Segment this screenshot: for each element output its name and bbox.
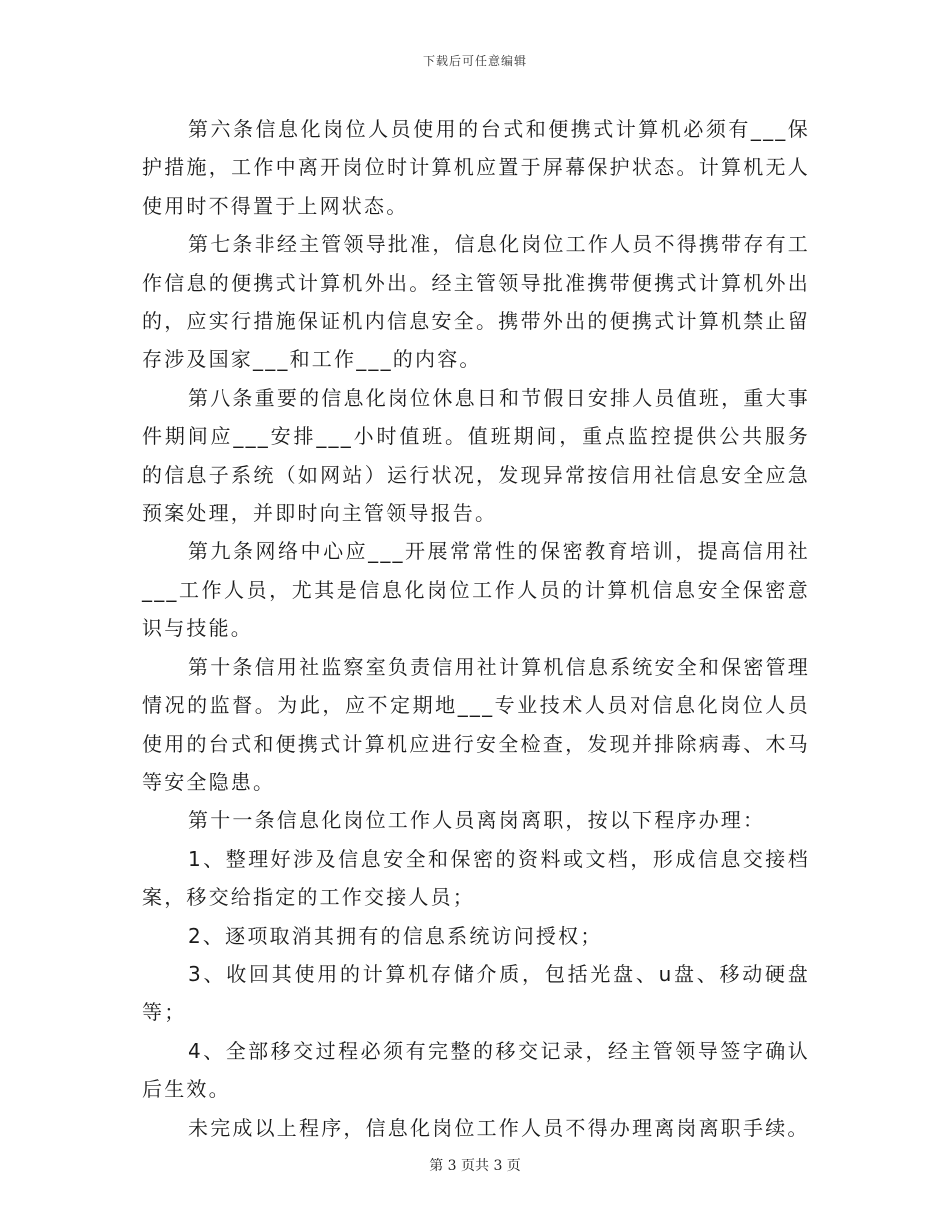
article-7-paragraph: 第七条非经主管领导批准，信息化岗位工作人员不得携带存有工作信息的便携式计算机外出。经主管领导批准携带便携式计算机外出的，应实行措施保证机内信息安全。携带外出的便携式计算机禁止留存涉及国家___和工作___的内容。 [142,232,810,372]
procedure-item-1: 1、整理好涉及信息安全和保密的资料或文档，形成信息交接档案，移交给指定的工作交接人员； [142,846,810,910]
document-body [142,110,810,1147]
procedure-item-2: 2、逐项取消其拥有的信息系统访问授权； [188,923,603,948]
article-10-paragraph: 第十条信用社监察室负责信用社计算机信息系统安全和保密管理情况的监督。为此，应不定期地___专业技术人员对信息化岗位人员使用的台式和便携式计算机应进行安全检查，发现并排除病毒、木马等安全隐患。 [142,654,810,794]
article-8-paragraph: 第八条重要的信息化岗位休息日和节假日安排人员值班，重大事件期间应___安排___小时值班。值班期间，重点监控提供公共服务的信息子系统（如网站）运行状况，发现异常按信用社信息安全应急预案处理，并即时向主管领导报告。 [142,385,810,526]
procedure-item-4: 4、全部移交过程必须有完整的移交记录，经主管领导签字确认后生效。 [142,1038,810,1102]
page-number: 第 3 页共 3 页 [429,1158,521,1174]
article-6-paragraph: 第六条信息化岗位人员使用的台式和便携式计算机必须有___保护措施，工作中离开岗位时计算机应置于屏幕保护状态。计算机无人使用时不得置于上网状态。 [142,117,810,218]
procedure-item-3: 3、收回其使用的计算机存储介质，包括光盘、u盘、移动硬盘等； [142,961,810,1025]
page-header-note: 下载后可任意编辑 [422,54,527,68]
article-11-paragraph: 第十一条信息化岗位工作人员离岗离职，按以下程序办理： [188,808,766,833]
article-9-paragraph: 第九条网络中心应___开展常常性的保密教育培训，提高信用社___工作人员，尤其是信息化岗位工作人员的计算机信息安全保密意识与技能。 [142,539,810,641]
closing-paragraph: 未完成以上程序，信息化岗位工作人员不得办理离岗离职手续。 [188,1115,810,1140]
